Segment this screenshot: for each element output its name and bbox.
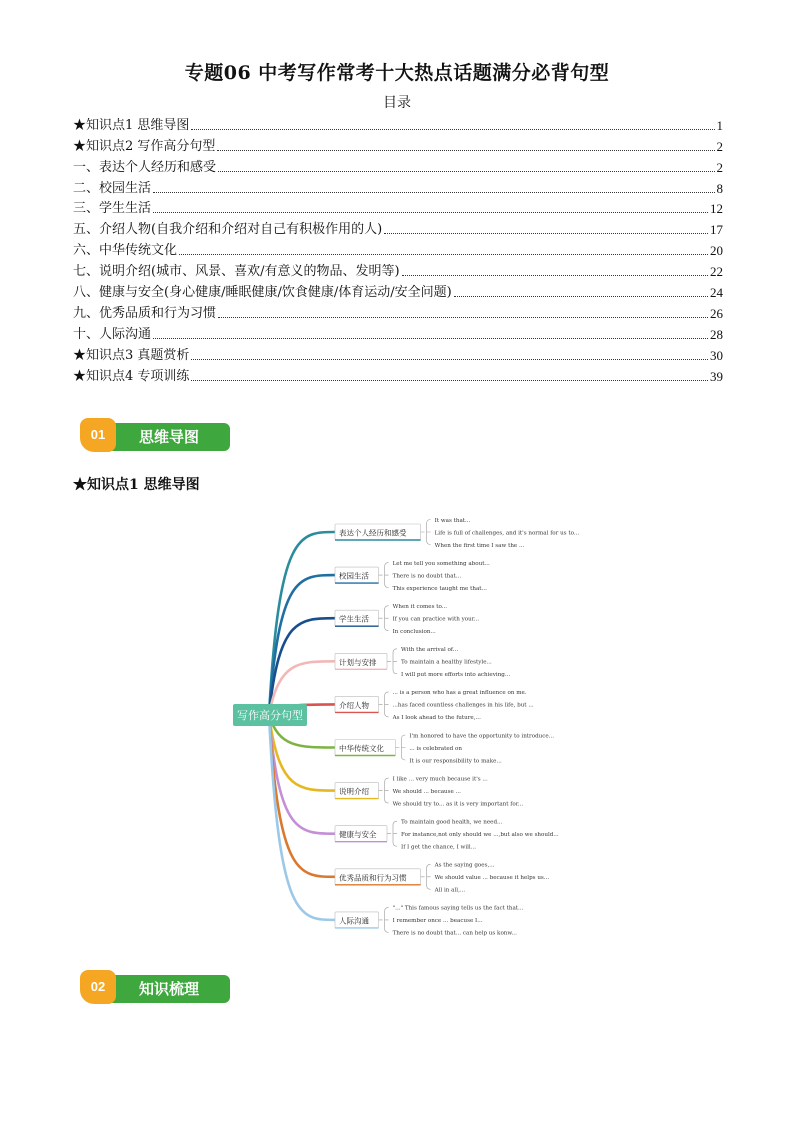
mindmap-bracket xyxy=(379,563,389,588)
mindmap-connector xyxy=(269,715,335,877)
mindmap-leaf: With the arrival of... xyxy=(401,647,459,654)
mindmap-root xyxy=(233,704,307,726)
mindmap-branch xyxy=(269,715,554,764)
mindmap-bracket xyxy=(379,692,389,717)
mindmap-node-label: 人际沟通 xyxy=(339,916,369,926)
mindmap-node-label: 学生生活 xyxy=(339,614,369,624)
toc-entry-page: 39 xyxy=(710,368,723,384)
mindmap-leaf: ...has faced countless challenges in his life, but ... xyxy=(392,702,534,709)
mindmap-leaf: I remember once ... beacuse I... xyxy=(392,918,483,925)
mindmap-bracket xyxy=(379,907,389,932)
toc-entry-label: ★知识点2 写作高分句型 xyxy=(73,138,216,154)
mindmap-leaf: All in all,... xyxy=(434,887,466,894)
mindmap-leaf: For instance,not only should we ...,but also we should... xyxy=(401,832,559,838)
toc-entry-page: 2 xyxy=(716,138,723,154)
toc-entry-label: 六、中华传统文化 xyxy=(73,243,178,259)
mindmap-connector xyxy=(269,575,335,715)
mindmap-leaf: There is no doubt that... can help us konw... xyxy=(392,930,517,937)
mindmap-leaf: In conclusion... xyxy=(392,629,436,635)
toc-entry-page: 22 xyxy=(710,264,723,280)
mindmap-leaf: It is our responsibility to make... xyxy=(409,758,502,765)
mindmap-branch xyxy=(269,715,524,937)
toc-entry-page: 2 xyxy=(716,159,723,175)
toc-entry-label: 七、说明介绍(城市、风景、喜欢/有意义的物品、发明等) xyxy=(73,264,400,280)
mindmap-leaf: To maintain good health, we need... xyxy=(401,819,503,826)
mindmap-leaf: There is no doubt that... xyxy=(392,573,462,580)
mindmap-node-label: 健康与安全 xyxy=(339,830,377,840)
toc-entry-label: ★知识点1 思维导图 xyxy=(73,117,190,133)
mindmap-node-label: 优秀品质和行为习惯 xyxy=(339,873,407,883)
mindmap-bracket xyxy=(379,778,389,803)
mindmap-node-label: 中华传统文化 xyxy=(339,744,384,753)
toc-heading: 目录 xyxy=(383,95,411,111)
mindmap-leaf: If I get the chance, I will... xyxy=(401,844,477,851)
toc-entry-label: 三、学生生活 xyxy=(73,201,152,217)
mindmap-leaf: We should try to... as it is very important for... xyxy=(392,801,524,808)
toc-entry-label: ★知识点3 真题赏析 xyxy=(73,347,190,363)
toc-entry-page: 26 xyxy=(710,305,723,321)
mindmap-leaf: "..." This famous saying tells us the fact that... xyxy=(392,905,524,912)
mindmap-node-label: 表达个人经历和感受 xyxy=(339,528,407,538)
document-title: 专题06 中考写作常考十大热点话题满分必背句型 xyxy=(184,62,610,84)
mindmap-bracket xyxy=(395,735,405,760)
mindmap-bracket xyxy=(421,520,431,545)
toc-entry-page: 24 xyxy=(710,285,723,301)
mindmap-root-label: 写作高分句型 xyxy=(237,709,303,722)
mindmap-leaf: If you can practice with your... xyxy=(392,616,480,623)
mindmap-leaf: We should ... because ... xyxy=(392,788,461,795)
toc-entry-label: 十、人际沟通 xyxy=(73,326,152,342)
toc-entry-page: 30 xyxy=(710,347,723,363)
toc-entry-label: ★知识点4 专项训练 xyxy=(73,368,190,384)
mindmap-bracket xyxy=(379,606,389,631)
mindmap-leaf: When it comes to... xyxy=(392,604,448,610)
toc-entry-label: 九、优秀品质和行为习惯 xyxy=(73,305,217,321)
toc-entry-page: 8 xyxy=(716,180,723,196)
toc-entry-label: 一、表达个人经历和感受 xyxy=(73,159,217,175)
toc-entry-page: 28 xyxy=(710,326,723,342)
section-banner-knowledge xyxy=(80,970,230,1004)
banner-number: 01 xyxy=(80,418,116,452)
toc-entry-page: 1 xyxy=(716,117,723,133)
mindmap-leaf: To maintain a healthy lifestyle... xyxy=(401,659,492,666)
mindmap-leaf: I like ... very much because it's ... xyxy=(392,776,488,783)
mindmap-leaf: ... is a person who has a great influence on me. xyxy=(392,690,527,697)
mindmap-leaf: I will put more efforts into achieving... xyxy=(401,672,511,679)
mindmap-bracket xyxy=(387,649,397,674)
banner-number: 02 xyxy=(80,970,116,1004)
mindmap-leaf: Let me tell you something about... xyxy=(392,560,490,567)
mindmap-leaf: When the first time I saw the ... xyxy=(434,542,525,549)
mindmap-leaf: It was that... xyxy=(434,517,471,524)
mindmap-bracket xyxy=(421,864,431,889)
toc-entry-label: 二、校园生活 xyxy=(73,180,152,196)
mindmap-leaf: I'm honored to have the opportunity to introduce... xyxy=(409,733,555,740)
mindmap-node-label: 计划与安排 xyxy=(339,657,377,667)
mindmap-leaf: As I look ahead to the future,... xyxy=(392,715,481,722)
mindmap-leaf: As the saying goes,... xyxy=(434,862,495,869)
mindmap-node-label: 校园生活 xyxy=(339,571,369,581)
mindmap-leaf: Life is full of challenges, and it's normal for us to... xyxy=(434,530,580,537)
toc-entry-page: 20 xyxy=(710,243,723,259)
banner-title: 知识梳理 xyxy=(108,975,230,1003)
mindmap-leaf: ... is celebrated on xyxy=(409,745,462,752)
mindmap-node-label: 说明介绍 xyxy=(339,787,369,797)
mindmap-leaf: We should value ... because it helps us... xyxy=(434,875,550,882)
banner-title: 思维导图 xyxy=(108,423,230,451)
mindmap-node-label: 介绍人物 xyxy=(339,700,369,710)
toc-entry-page: 12 xyxy=(710,201,723,217)
toc-entry-label: 八、健康与安全(身心健康/睡眠健康/饮食健康/体育运动/安全问题) xyxy=(73,285,452,301)
mindmap-leaf: This experience taught me that... xyxy=(392,585,487,592)
toc-entry-label: 五、介绍人物(自我介绍和介绍对自己有积极作用的人) xyxy=(73,222,383,238)
section-heading: ★知识点1 思维导图 xyxy=(73,477,200,493)
toc-entry-page: 17 xyxy=(710,222,723,238)
mindmap-bracket xyxy=(387,821,397,846)
mindmap-branch xyxy=(269,690,534,721)
